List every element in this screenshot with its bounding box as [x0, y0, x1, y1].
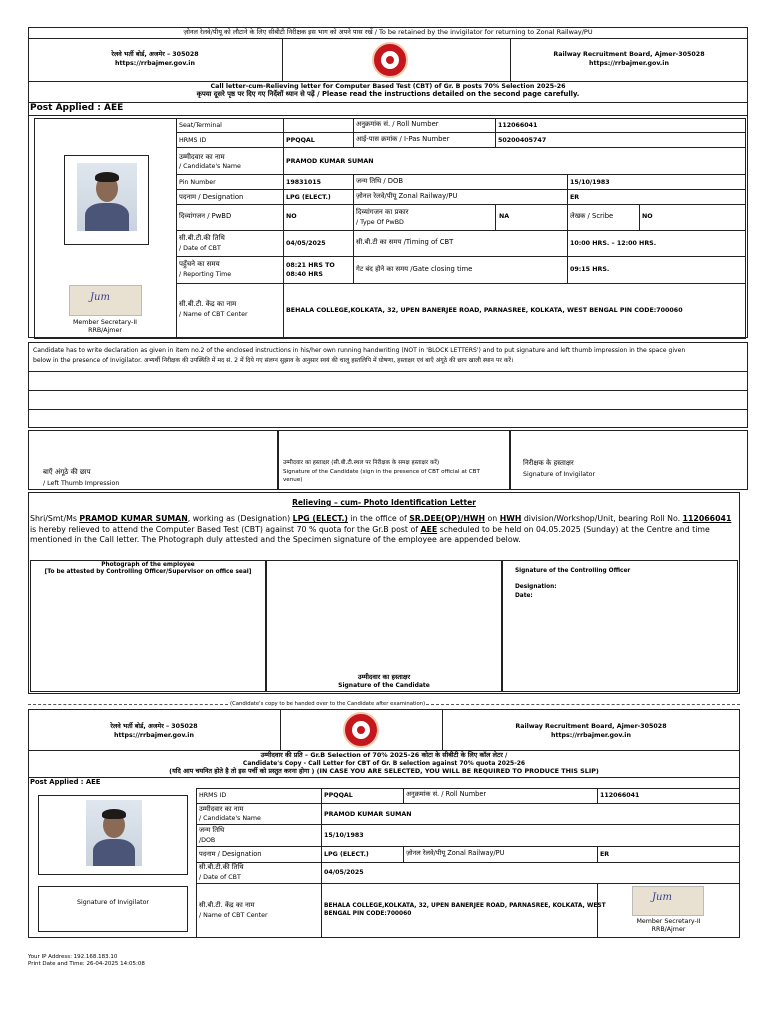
- instructions-note: कृपया दूसरे पृष्ठ पर दिए गए निर्देशों ध्यान से पढ़ें / Please read the instructions detailed on the second page carefully.: [196, 90, 580, 98]
- copy-title-hi: उम्मीदवार की प्रति – Gr.B Selection of 70% 2025-26 कोटा के सीबीटी के लिए कॉल लेटर /: [260, 751, 508, 759]
- center-label-en: / Name of CBT Center: [179, 311, 248, 318]
- invigilator-label-en: Signature of Invigilator: [523, 471, 596, 478]
- call-letter-title: Call letter-cum-Relieving letter for Computer Based Test (CBT) of Gr. B posts 70% Selection 2025-26: [210, 83, 566, 90]
- co-designation-label: Designation:: [515, 584, 557, 590]
- copy-rrb-english-title: Railway Recruitment Board, Ajmer-305028: [515, 723, 667, 730]
- copy-rrb-url-left[interactable]: https://rrbajmer.gov.in: [114, 732, 194, 739]
- gate-label: गेट बंद होने का समय /Gate closing time: [356, 265, 473, 273]
- copy-center-label-hi: सी.बी.टी. केंद्र का नाम: [199, 901, 255, 909]
- rrb-url-right[interactable]: https://rrbajmer.gov.in: [589, 60, 669, 67]
- pin-label: Pin Number: [179, 179, 216, 186]
- copy-dob-value: 15/10/1983: [324, 832, 364, 839]
- employee-roll: 112066041: [682, 514, 732, 523]
- rrb-english-title: Railway Recruitment Board, Ajmer-305028: [553, 51, 705, 58]
- relieving-title: Relieving – cum- Photo Identification Letter: [292, 498, 476, 507]
- candidate-sig-label-hi: उम्मीदवार का हस्ताक्षर (सी.बी.टी.स्थल पर निरीक्षक के समक्ष हस्ताक्षर करें): [283, 460, 440, 466]
- reporting-time-2: 08:40 HRS: [286, 271, 323, 278]
- copy-hrms-label: HRMS ID: [199, 792, 227, 799]
- rrb-ajmer-label: RRB/Ajmer: [88, 327, 122, 334]
- copy-center-line-1: BEHALA COLLEGE,KOLKATA, 32, UPEN BANERJEE ROAD, PARNASREE, KOLKATA, WEST: [324, 903, 606, 909]
- copy-name-label-en: / Candidate's Name: [199, 815, 261, 822]
- pwbd-type-value: NA: [499, 213, 510, 220]
- hrms-value: PPQQAL: [286, 137, 315, 144]
- cbt-time-label: सी.बी.टी का समय /Timing of CBT: [356, 238, 454, 246]
- copy-rrb-url-right[interactable]: https://rrbajmer.gov.in: [551, 732, 631, 739]
- copy-candidate-photo: [86, 800, 142, 866]
- employee-designation: LPG (ELECT.): [292, 514, 348, 523]
- copy-zonal-label: ज़ोनल रेलवे/पीयू Zonal Railway/PU: [406, 849, 505, 857]
- pwbd-label: दिव्यांगजन / PwBD: [179, 212, 232, 220]
- cbt-time-value: 10:00 HRS. – 12:00 HRS.: [570, 240, 657, 247]
- copy-dob-label-en: /DOB: [199, 837, 216, 844]
- ip-address: Your IP Address: 192.168.183.10: [28, 954, 118, 960]
- declaration-hi: below in the presence of Invigilator. अभ्यर्थी निरीक्षक की उपस्थिति में मद सं. 2 में दिये गए संलग्न सुझाव के अनुसार स्वयं की चालू हस्तलिपि में घोषणा, हस्ताक्षर एवं बाएँ अंगूठे की छाप खाली स्थान पर करें।: [33, 357, 514, 364]
- photo-label-2: [To be attested by Controlling Officer/Supervisor on office seal]: [44, 569, 252, 575]
- copy-invigilator-label: Signature of Invigilator: [76, 899, 150, 906]
- candidate-sig-label-en2: venue): [283, 477, 303, 483]
- employee-division: HWH: [499, 514, 522, 523]
- dob-label: जन्म तिथि / DOB: [356, 177, 404, 185]
- scribe-value: NO: [642, 213, 653, 220]
- copy-rrb-ajmer-label: RRB/Ajmer: [651, 926, 686, 933]
- copy-dob-label-hi: जन्म तिथि: [199, 826, 225, 834]
- photo-label-1: Photograph of the employee: [101, 562, 195, 568]
- copy-roll-value: 112066041: [600, 792, 640, 799]
- seat-label: Seat/Terminal: [179, 122, 222, 129]
- dob-value: 15/10/1983: [570, 179, 610, 186]
- ipas-label: आई-पास क्रमांक / I-Pas Number: [356, 135, 450, 143]
- copy-invigilator-signature-box[interactable]: [38, 886, 188, 932]
- thumb-label-en: / Left Thumb Impression: [43, 480, 120, 487]
- scribe-label: लेखक / Scribe: [570, 212, 614, 220]
- invigilator-label-hi: निरीक्षक के हस्ताक्षर: [523, 459, 574, 467]
- candidate-sig-label-en1: Signature of the Candidate (sign in the presence of CBT official at CBT: [283, 469, 480, 475]
- declaration-write-line[interactable]: [28, 409, 748, 410]
- copy-center-label-en: / Name of CBT Center: [199, 912, 268, 919]
- copy-railway-emblem-icon: [343, 712, 379, 748]
- employee-name: PRAMOD KUMAR SUMAN: [79, 514, 188, 523]
- copy-member-secretary-signature: Jum: [632, 886, 704, 916]
- center-label-hi: सी.बी.टी. केंद्र का नाम: [179, 300, 237, 308]
- cbt-date-value: 04/05/2025: [286, 240, 326, 247]
- gate-value: 09:15 HRS.: [570, 266, 610, 273]
- controlling-officer-box[interactable]: [502, 560, 738, 692]
- designation-label: पदनाम / Designation: [179, 193, 244, 201]
- copy-cbt-date-label-hi: सी.बी.टी.की तिथि: [199, 863, 244, 871]
- co-date-label: Date:: [515, 593, 533, 599]
- cbt-date-label-hi: सी.बी.टी.की तिथि: [179, 234, 225, 242]
- employee-photo-box[interactable]: [30, 560, 266, 692]
- copy-cbt-date-value: 04/05/2025: [324, 869, 364, 876]
- employee-sig-label-hi: उम्मीदवार का हस्ताक्षर: [357, 673, 411, 681]
- candidate-photo: [77, 163, 137, 231]
- relieving-text: Shri/Smt/Ms PRAMOD KUMAR SUMAN, working as (Designation) LPG (ELECT.) in the office of SR.DEE(OP)/HWH on HWH division/Workshop/Unit, bearing Roll No. 112066041 is hereby relieved to attend the Computer Based Test (CBT) against 70 % quota for the Gr.B post of AEE scheduled to be held on 04.05.2025 (Sunday) at the Centre and time mentioned in the Call letter. The Photograph duly attested and the Specimen signature of the employee are appended below.: [30, 514, 732, 545]
- copy-cbt-date-label-en: / Date of CBT: [199, 874, 241, 881]
- roll-value: 112066041: [498, 122, 538, 129]
- cut-line-text: (Candidate's copy to be handed over to the Candidate after examination): [230, 701, 426, 707]
- declaration-write-line[interactable]: [28, 371, 748, 372]
- pwbd-type-label-hi: दिव्यांगजन का प्रकार: [356, 208, 409, 216]
- copy-designation-value: LPG (ELECT.): [324, 851, 369, 858]
- print-datetime: Print Date and Time: 26-04-2025 14:05:08: [28, 961, 145, 967]
- copy-name-label-hi: उम्मीदवार का नाम: [199, 805, 244, 813]
- declaration-write-line[interactable]: [28, 390, 748, 391]
- employee-office: SR.DEE(OP)/HWH: [409, 514, 486, 523]
- hrms-label: HRMS ID: [179, 137, 207, 144]
- name-label-en: / Candidate's Name: [179, 163, 241, 170]
- pin-value: 19831015: [286, 179, 322, 186]
- copy-zonal-value: ER: [600, 851, 610, 858]
- copy-center-line-2: BENGAL PIN CODE:700060: [324, 911, 412, 917]
- cut-line-left: [28, 704, 228, 705]
- cut-line-right: [426, 704, 740, 705]
- designation-value: LPG (ELECT.): [286, 194, 331, 201]
- reporting-label-en: / Reporting Time: [179, 271, 232, 278]
- pwbd-type-label-en: / Type Of PwBD: [356, 219, 404, 226]
- member-secretary-label: Member Secretary-II: [72, 319, 138, 326]
- copy-candidate-name: PRAMOD KUMAR SUMAN: [324, 811, 412, 818]
- zonal-value: ER: [570, 194, 580, 201]
- declaration-en: Candidate has to write declaration as given in item no.2 of the enclosed instructions in his/her own running handwriting (NOT in 'BLOCK LETTERS') and to put signature and left thumb impression in the space given: [33, 347, 686, 354]
- cbt-date-label-en: / Date of CBT: [179, 245, 221, 252]
- controlling-officer-label: Signature of the Controlling Officer: [515, 568, 631, 574]
- thumb-label-hi: बाएँ अंगूठे की छाप: [43, 468, 91, 476]
- reporting-label-hi: पहुँचने का समय: [179, 260, 220, 268]
- copy-rrb-hindi-title: रेलवे भर्ती बोर्ड, अजमेर – 305028: [110, 723, 198, 730]
- rrb-hindi-title: रेलवे भर्ती बोर्ड, अजमेर – 305028: [111, 51, 199, 58]
- zonal-label: ज़ोनल रेलवे/पीयू Zonal Railway/PU: [356, 192, 458, 200]
- candidate-name: PRAMOD KUMAR SUMAN: [286, 158, 374, 165]
- copy-roll-label: अनुक्रमांक सं. / Roll Number: [406, 790, 487, 798]
- ipas-value: 50200405747: [498, 137, 547, 144]
- declaration-box: [28, 342, 748, 428]
- copy-title-en: Candidate's Copy - Call Letter for CBT of Gr. B selection against 70% quota 2025-26: [242, 760, 526, 767]
- copy-post-applied: Post Applied : AEE: [30, 778, 101, 786]
- pwbd-value: NO: [286, 213, 297, 220]
- member-secretary-signature: Jum: [69, 285, 142, 316]
- railway-emblem-icon: [372, 42, 408, 78]
- roll-label: अनुक्रमांक सं. / Roll Number: [356, 120, 439, 128]
- retain-note: ज़ोनल रेलवे/पीयू को लौटाने के लिए सीबीटी निरीक्षक इस भाग को अपने पास रखें / To be retained by the invigilator for returning to Zonal Railway/PU: [183, 28, 593, 36]
- reporting-time-1: 08:21 HRS TO: [286, 262, 335, 269]
- copy-hrms-value: PPQQAL: [324, 792, 353, 799]
- name-label-hi: उम्मीदवार का नाम: [179, 153, 225, 161]
- post-applied: Post Applied : AEE: [30, 103, 124, 113]
- center-value: BEHALA COLLEGE,KOLKATA, 32, UPEN BANERJEE ROAD, PARNASREE, KOLKATA, WEST BENGAL PIN CODE:700060: [286, 307, 683, 314]
- employee-sig-label-en: Signature of the Candidate: [338, 682, 430, 689]
- copy-keep-note: (यदि आप चयनित होते है तो इस पर्ची को प्रस्तुत करना होगा ) (IN CASE YOU ARE SELECTED, YOU WILL BE REQUIRED TO PRODUCE THIS SLIP): [169, 767, 599, 775]
- copy-member-secretary-label: Member Secretary-II: [636, 918, 701, 925]
- rrb-url-left[interactable]: https://rrbajmer.gov.in: [115, 60, 195, 67]
- copy-designation-label: पदनाम / Designation: [199, 850, 262, 858]
- employee-post: AEE: [420, 524, 438, 534]
